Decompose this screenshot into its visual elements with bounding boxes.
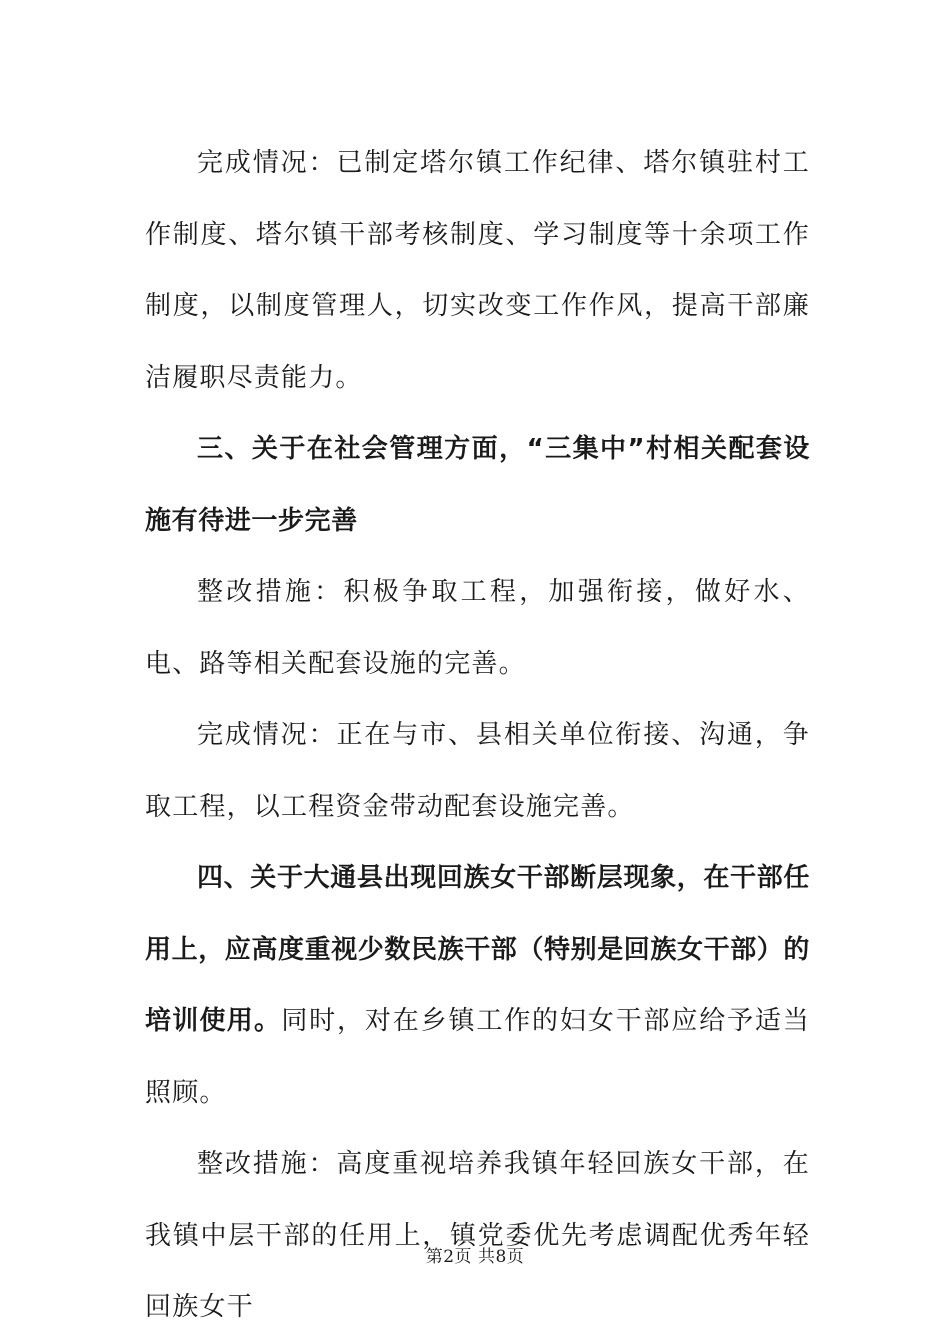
- paragraph-rectification-measures-2: 整改措施：高度重视培养我镇年轻回族女干部，在我镇中层干部的任用上，镇党委优先考虑调配优秀年轻回族女干: [145, 1149, 810, 1322]
- section-heading-3: 三、关于在社会管理方面，“三集中”村相关配套设施有待进一步完善: [145, 434, 810, 536]
- page-number-footer: 第2页 共8页: [425, 1247, 525, 1267]
- paragraph-rectification-measures-1: 整改措施：积极争取工程，加强衔接，做好水、电、路等相关配套设施的完善。: [145, 577, 810, 679]
- section-heading-4: [145, 843, 810, 1129]
- document-body: [145, 128, 810, 1344]
- section-heading-4-bold: 四、关于大通县出现回族女干部断层现象，在干部任用上，应高度重视少数民族干部（特别是回族女干部）的培训使用。: [145, 863, 811, 1036]
- section-heading-4-continuation: 同时，对在乡镇工作的妇女干部应给予适当照顾。: [145, 1006, 810, 1108]
- paragraph-completion-status-2: 完成情况：正在与市、县相关单位衔接、沟通，争取工程，以工程资金带动配套设施完善。: [145, 720, 810, 822]
- paragraph-completion-status-1: 完成情况：已制定塔尔镇工作纪律、塔尔镇驻村工作制度、塔尔镇干部考核制度、学习制度等十余项工作制度，以制度管理人，切实改变工作作风，提高干部廉洁履职尽责能力。: [145, 148, 810, 393]
